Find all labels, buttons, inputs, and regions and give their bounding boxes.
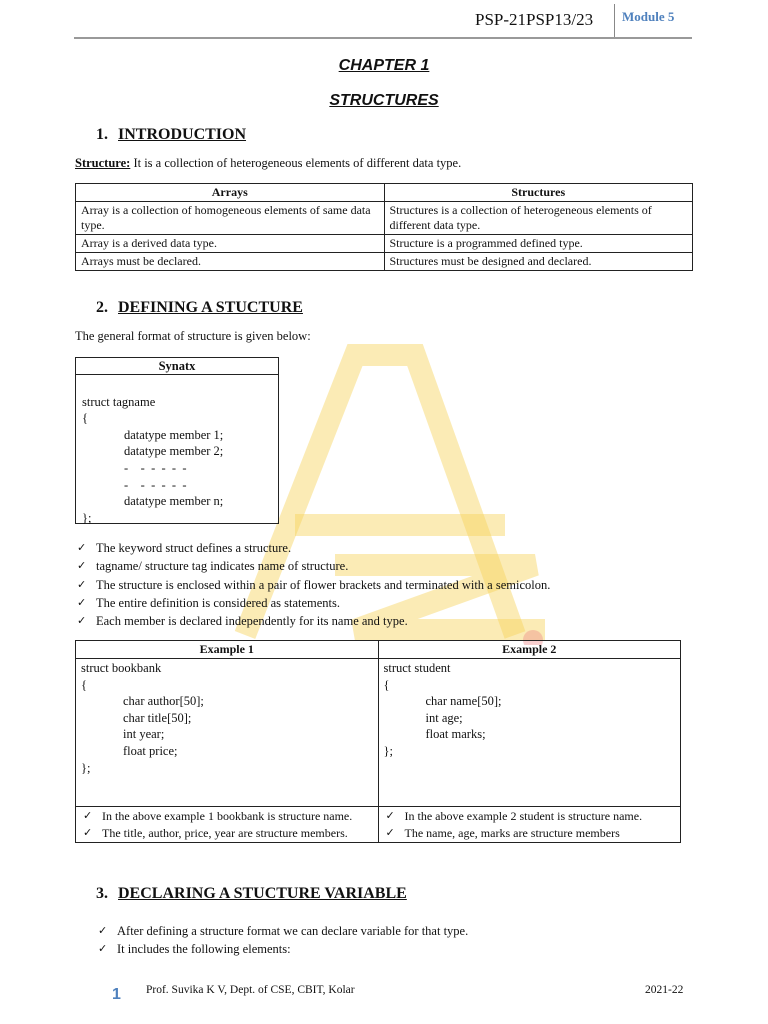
- module-label: Module 5: [622, 9, 675, 24]
- general-format-text: The general format of structure is given below:: [75, 329, 311, 343]
- table-row: Array is a derived data type. Structure is a programmed defined type.: [76, 235, 693, 253]
- list-item: ✓ The structure is enclosed within a pair of flower brackets and terminated with a semicolon.: [75, 576, 695, 594]
- chapter-subtitle: STRUCTURES: [329, 92, 439, 109]
- example-2-code: struct student { char name[50]; int age; float marks; };: [378, 659, 681, 807]
- header-separator: [614, 4, 615, 38]
- list-item: ✓ In the above example 1 bookbank is structure name.: [81, 808, 373, 825]
- list-item: ✓ Each member is declared independently for its name and type.: [75, 612, 695, 630]
- list-item: ✓ The keyword struct defines a structure.: [75, 539, 695, 557]
- list-item: ✓ It includes the following elements:: [96, 940, 696, 958]
- structure-definition: Structure: It is a collection of heterogeneous elements of different data type.: [75, 156, 462, 170]
- list-item: ✓ After defining a structure format we can declare variable for that type.: [96, 922, 696, 940]
- syntax-box: Synatx struct tagname { datatype member 1; datatype member 2; - - - - - - - - - - - - datatype member n; };: [75, 357, 279, 524]
- footer-author: Prof. Suvika K V, Dept. of CSE, CBIT, Kolar: [146, 984, 355, 996]
- header-rule: [74, 37, 692, 39]
- page-number: 1: [112, 986, 121, 1003]
- structure-points-list: [75, 539, 695, 630]
- example-2-notes: [378, 807, 681, 843]
- footer-year: 2021-22: [645, 984, 684, 996]
- section-2-heading: 2. DEFINING A STUCTURE: [96, 299, 303, 316]
- chapter-title: CHAPTER 1: [338, 57, 430, 74]
- table-row: Arrays must be declared. Structures must be designed and declared.: [76, 253, 693, 271]
- list-item: ✓ The entire definition is considered as statements.: [75, 594, 695, 612]
- section-1-heading: 1. INTRODUCTION: [96, 126, 247, 143]
- example-1-code: struct bookbank { char author[50]; char title[50]; int year; float price; };: [76, 659, 379, 807]
- table-row: Array is a collection of homogeneous elements of same data type. Structures is a collection of heterogeneous elements of different data type.: [76, 202, 693, 235]
- examples-table: Example 1 Example 2 struct bookbank { char author[50]; char title[50]; int year; float price; }; struct student { char name[50]; int age; float marks; }; ✓ In the above example 1 bookbank is structure name. ✓ The title, author, price, year are structure members. ✓ In the above example 2 student is structure name. ✓ The name, age, marks are structure members: [75, 640, 681, 843]
- declaring-points-list: [96, 922, 696, 959]
- course-code: PSP-21PSP13/23: [475, 10, 594, 29]
- list-item: ✓ The name, age, marks are structure members: [384, 825, 676, 842]
- example-1-notes: [76, 807, 379, 843]
- list-item: ✓ In the above example 2 student is structure name.: [384, 808, 676, 825]
- syntax-title: Synatx: [76, 358, 278, 375]
- section-3-heading: 3. DECLARING A STUCTURE VARIABLE: [96, 885, 407, 902]
- arrays-vs-structures-table: Arrays Structures Array is a collection of homogeneous elements of same data type. Structures is a collection of heterogeneous elements of different data type. Array is a derived data type. Structure is a programmed defined type. Arrays must be declared. Structures must be designed and declared.: [75, 183, 693, 271]
- list-item: ✓ tagname/ structure tag indicates name of structure.: [75, 557, 695, 575]
- list-item: ✓ The title, author, price, year are structure members.: [81, 825, 373, 842]
